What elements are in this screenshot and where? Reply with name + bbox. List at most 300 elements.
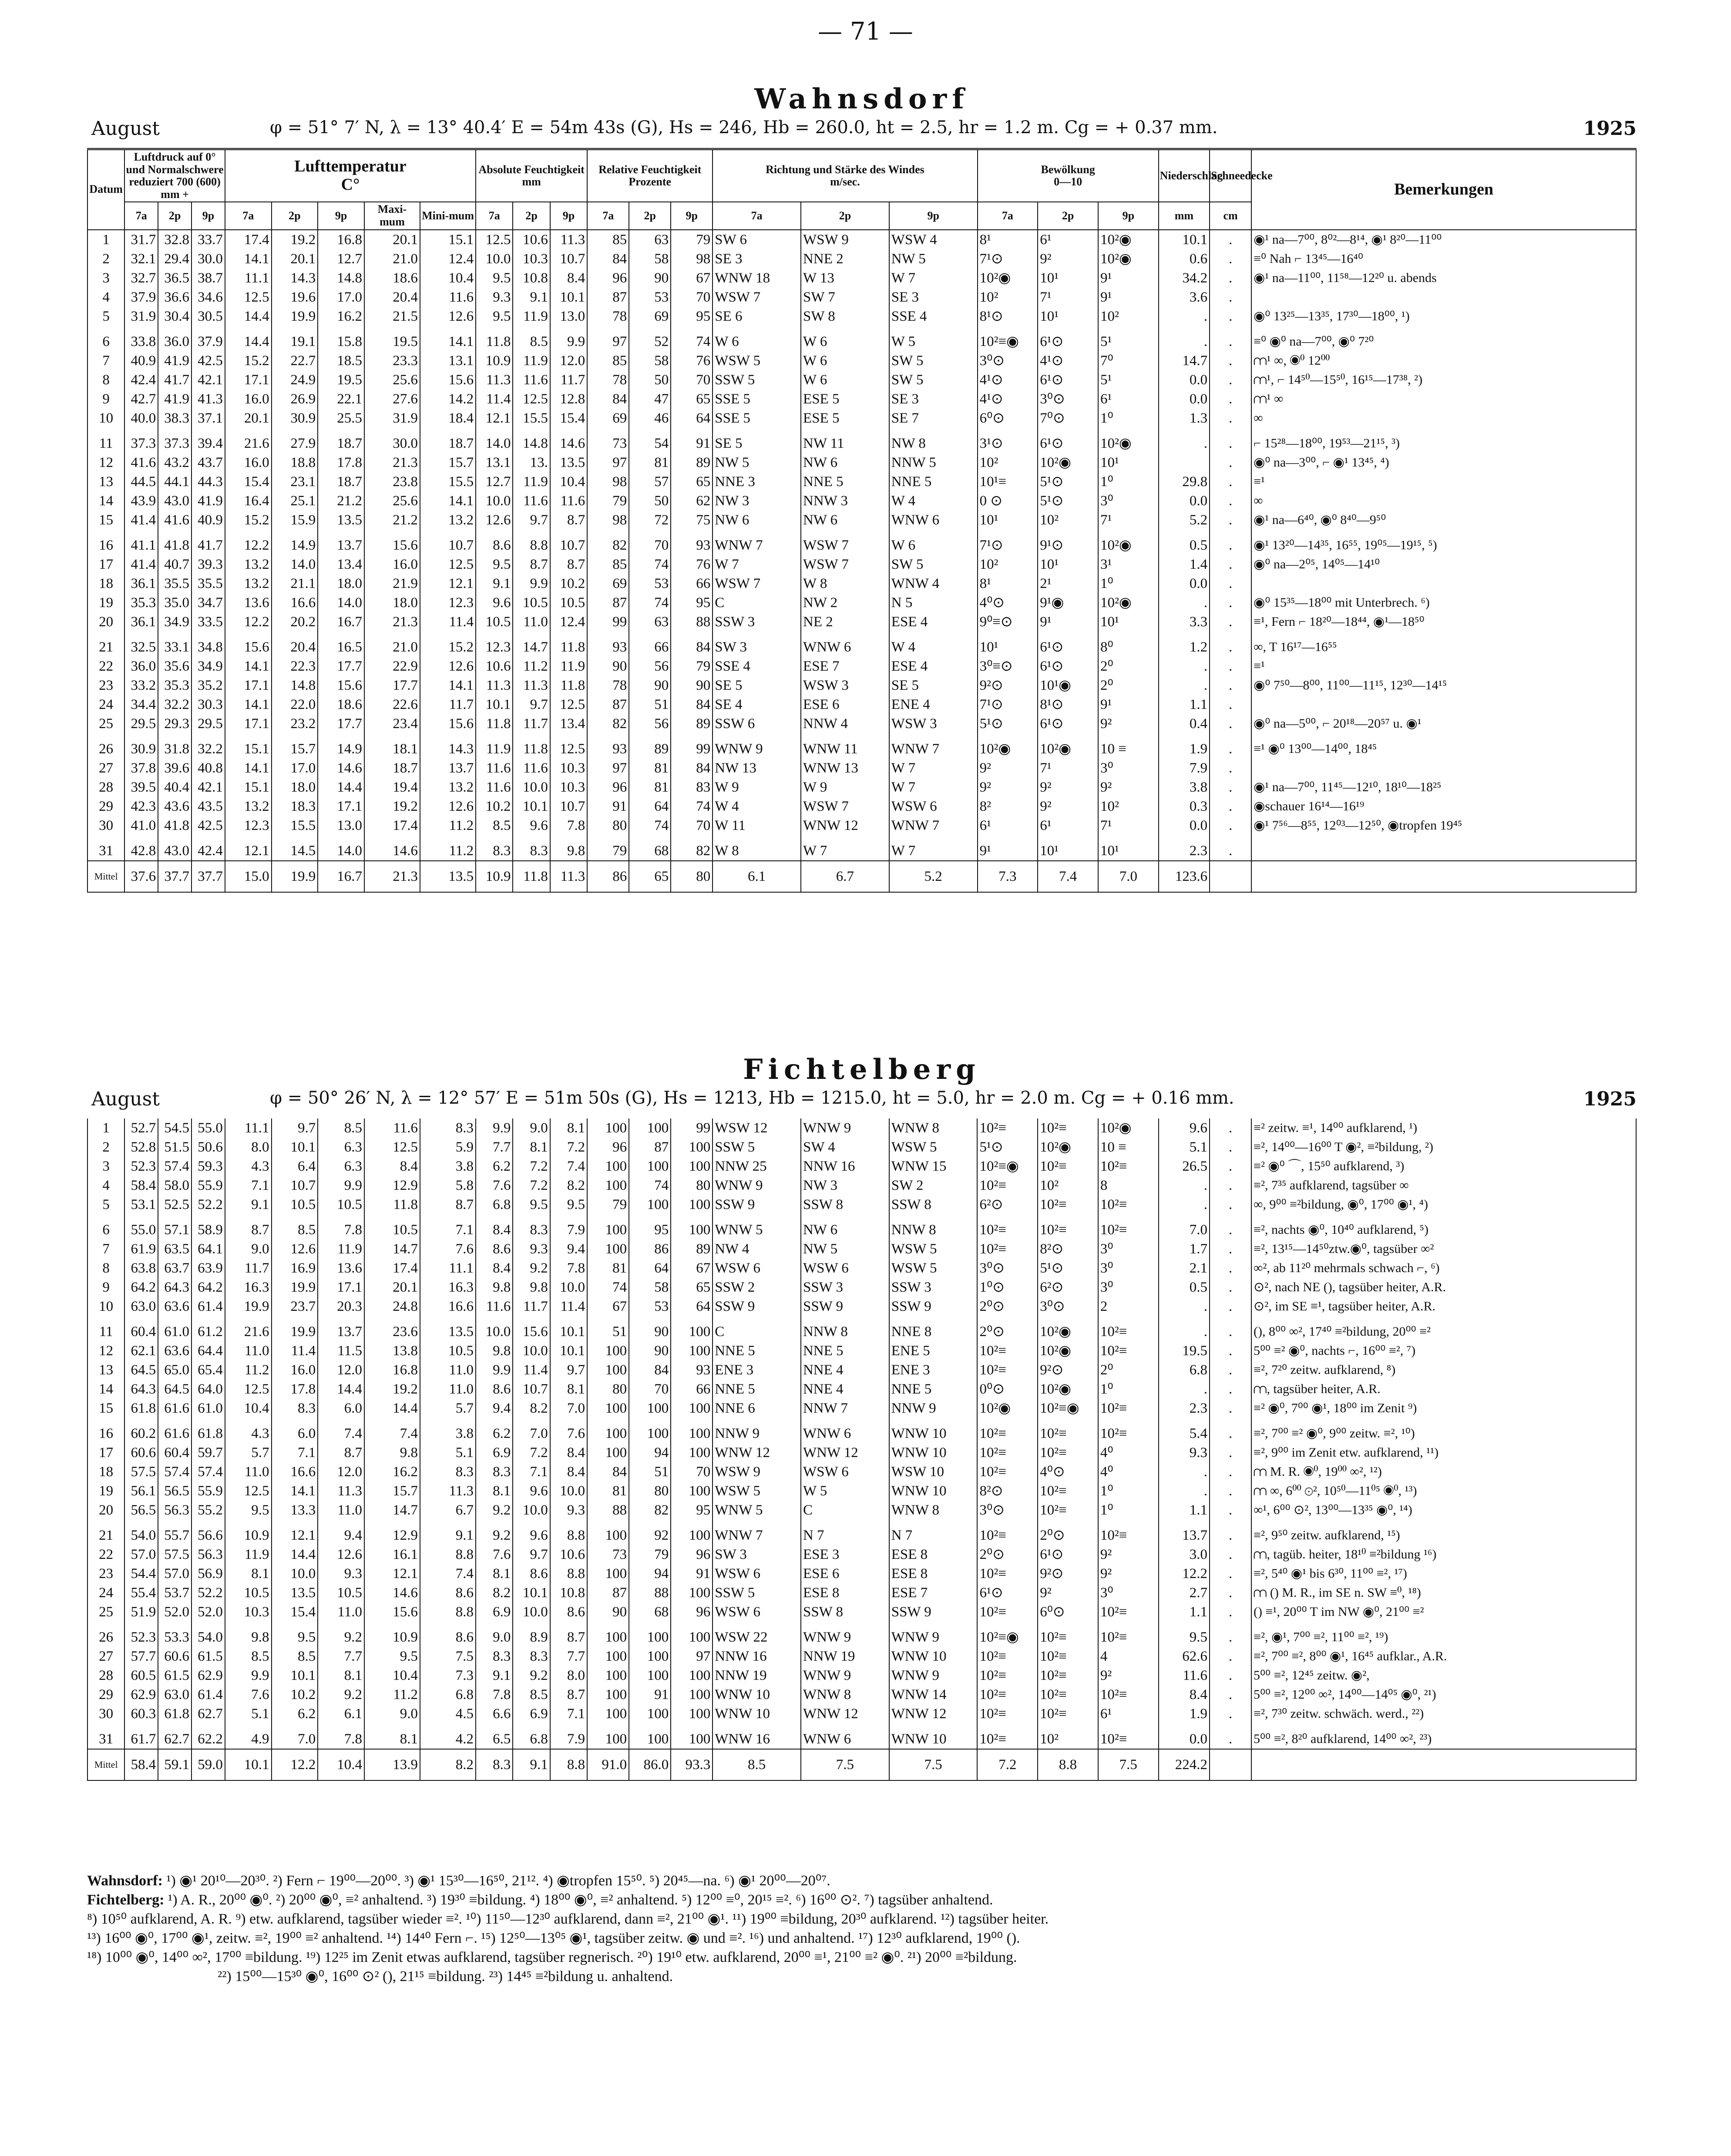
value-cell: 8¹ bbox=[978, 574, 1038, 593]
value-cell: W 9 bbox=[713, 778, 801, 797]
value-cell: SSW 2 bbox=[713, 1278, 801, 1297]
value-cell: 94 bbox=[629, 1564, 671, 1583]
date-cell: 4 bbox=[87, 1176, 124, 1195]
value-cell: 7.2 bbox=[513, 1443, 550, 1462]
value-cell: 34.8 bbox=[192, 638, 225, 657]
value-cell: 18.4 bbox=[420, 409, 476, 428]
remark-cell bbox=[1251, 288, 1636, 307]
value-cell: 3.8 bbox=[420, 1424, 476, 1443]
value-cell: . bbox=[1210, 1730, 1251, 1749]
value-cell: WSW 10 bbox=[889, 1462, 978, 1481]
value-cell: 8.2 bbox=[550, 1176, 587, 1195]
value-cell: . bbox=[1159, 1462, 1210, 1481]
value-cell: 81 bbox=[629, 453, 671, 472]
value-cell: 52.7 bbox=[124, 1118, 158, 1138]
value-cell: . bbox=[1210, 536, 1251, 555]
value-cell: 19.9 bbox=[272, 1322, 318, 1341]
subcol: 2p bbox=[801, 202, 889, 229]
value-cell: 21.9 bbox=[364, 574, 420, 593]
value-cell: 9.4 bbox=[550, 1239, 587, 1259]
value-cell: 10²≡ bbox=[1098, 1220, 1159, 1239]
value-cell: 4 bbox=[1098, 1647, 1159, 1666]
value-cell: 7⁰⊙ bbox=[1038, 409, 1098, 428]
value-cell: 10²≡ bbox=[1038, 1220, 1098, 1239]
value-cell: 10² bbox=[1098, 307, 1159, 326]
value-cell: NW 3 bbox=[713, 491, 801, 510]
value-cell: . bbox=[1210, 351, 1251, 370]
value-cell: 6.1 bbox=[318, 1704, 364, 1723]
value-cell: 14.4 bbox=[225, 332, 272, 351]
value-cell: 11.9 bbox=[476, 739, 513, 759]
value-cell: 4⁰ bbox=[1098, 1443, 1159, 1462]
value-cell: WSW 9 bbox=[801, 230, 889, 249]
table-row bbox=[87, 657, 1636, 676]
value-cell: 10²◉ bbox=[1098, 249, 1159, 269]
value-cell: 12.6 bbox=[420, 797, 476, 816]
value-cell: . bbox=[1159, 1195, 1210, 1214]
value-cell: 7.6 bbox=[420, 1239, 476, 1259]
value-cell: 8²⊙ bbox=[977, 1481, 1038, 1501]
subcol: cm bbox=[1210, 202, 1251, 229]
value-cell: 43.9 bbox=[124, 491, 158, 510]
value-cell: C bbox=[713, 593, 801, 612]
value-cell: 10²≡ bbox=[1098, 1341, 1159, 1360]
value-cell: 57.5 bbox=[158, 1545, 192, 1564]
value-cell: 42.4 bbox=[192, 841, 225, 861]
mean-cell bbox=[1251, 1749, 1636, 1780]
value-cell: 91 bbox=[629, 1685, 671, 1704]
table-row bbox=[87, 1195, 1636, 1214]
value-cell: 33.5 bbox=[192, 612, 225, 631]
value-cell: 10.1 bbox=[1159, 230, 1210, 249]
value-cell: 84 bbox=[671, 759, 713, 778]
value-cell: 10.2 bbox=[550, 574, 587, 593]
value-cell: ESE 6 bbox=[801, 695, 889, 714]
value-cell: ESE 4 bbox=[889, 657, 978, 676]
remark-cell: ≡², ◉¹, 7⁰⁰ ≡², 11⁰⁰ ≡², ¹⁹) bbox=[1251, 1628, 1636, 1647]
value-cell: 10²≡◉ bbox=[978, 332, 1038, 351]
value-cell: WNW 6 bbox=[889, 510, 978, 530]
value-cell: 62.9 bbox=[192, 1666, 225, 1685]
value-cell: 14.1 bbox=[420, 676, 476, 695]
table-row bbox=[87, 269, 1636, 288]
value-cell: 92 bbox=[629, 1526, 671, 1545]
value-cell: 9¹◉ bbox=[1038, 593, 1098, 612]
value-cell: 5.7 bbox=[420, 1399, 476, 1418]
value-cell: 8.3 bbox=[513, 1647, 550, 1666]
value-cell: 2⁰⊙ bbox=[977, 1322, 1038, 1341]
value-cell: 12.1 bbox=[364, 1564, 420, 1583]
table-row bbox=[87, 288, 1636, 307]
value-cell: 10.1 bbox=[513, 797, 550, 816]
value-cell: N 5 bbox=[889, 593, 978, 612]
value-cell: 7.0 bbox=[272, 1730, 318, 1749]
value-cell: WNW 4 bbox=[889, 574, 978, 593]
value-cell: SSW 3 bbox=[801, 1278, 889, 1297]
subcol: 2p bbox=[158, 202, 192, 229]
value-cell: 79 bbox=[671, 657, 713, 676]
date-cell: 26 bbox=[87, 739, 124, 759]
value-cell: 6¹ bbox=[1038, 230, 1098, 249]
value-cell: 9.1 bbox=[476, 1666, 513, 1685]
table-row bbox=[87, 1118, 1636, 1138]
value-cell: 9.2 bbox=[476, 1501, 513, 1520]
date-cell: 19 bbox=[87, 1481, 124, 1501]
mean-cell: 6.1 bbox=[713, 861, 801, 892]
value-cell: 10²≡ bbox=[1038, 1424, 1098, 1443]
value-cell: 52 bbox=[629, 332, 671, 351]
subcol: 9p bbox=[318, 202, 364, 229]
value-cell: 61.6 bbox=[158, 1424, 192, 1443]
value-cell: . bbox=[1210, 739, 1251, 759]
value-cell: 15.8 bbox=[318, 332, 364, 351]
value-cell: . bbox=[1210, 1501, 1251, 1520]
table-row bbox=[87, 1564, 1636, 1583]
date-cell: 1 bbox=[87, 230, 124, 249]
value-cell: 10²≡ bbox=[977, 1602, 1038, 1622]
date-cell: 2 bbox=[87, 249, 124, 269]
value-cell: 11.7 bbox=[513, 1297, 550, 1316]
value-cell: 15.9 bbox=[272, 510, 318, 530]
value-cell: 9.9 bbox=[225, 1666, 272, 1685]
value-cell: 10²◉ bbox=[1098, 536, 1159, 555]
value-cell: 8.5 bbox=[225, 1647, 272, 1666]
remark-cell bbox=[1251, 695, 1636, 714]
value-cell: 10²≡ bbox=[1038, 1118, 1098, 1138]
value-cell: . bbox=[1159, 1297, 1210, 1316]
value-cell: 53 bbox=[629, 288, 671, 307]
value-cell: W 6 bbox=[801, 332, 889, 351]
value-cell: NNE 5 bbox=[801, 472, 889, 491]
footnote-line: ¹³) 16⁰⁰ ◉⁰, 17⁰⁰ ◉¹, zeitw. ≡², 19⁰⁰ ≡² anhaltend. ¹⁴) 14⁴⁰ Fern ⌐. ¹⁵) 12⁵⁰—13⁰⁵ ◉¹, tagsüber zeitw. ◉ und ≡². ¹⁶) und anhaltend. ¹⁷) 12³⁰ aufklarend, 19⁰⁰ (). bbox=[87, 1930, 1020, 1946]
value-cell: NW 6 bbox=[801, 510, 889, 530]
value-cell: W 5 bbox=[801, 1481, 889, 1501]
date-cell: 8 bbox=[87, 1259, 124, 1278]
value-cell: 79 bbox=[629, 1545, 671, 1564]
value-cell: 22.1 bbox=[318, 390, 364, 409]
value-cell: 52.0 bbox=[192, 1602, 225, 1622]
value-cell: 12.2 bbox=[225, 536, 272, 555]
value-cell: 57 bbox=[629, 472, 671, 491]
value-cell: 8.1 bbox=[225, 1564, 272, 1583]
value-cell: 66 bbox=[629, 638, 671, 657]
value-cell: 100 bbox=[629, 1157, 671, 1176]
value-cell: 10¹ bbox=[1038, 841, 1098, 861]
row-gap bbox=[87, 1418, 1636, 1424]
value-cell: 100 bbox=[587, 1239, 629, 1259]
value-cell: 10²≡ bbox=[1038, 1501, 1098, 1520]
value-cell: 7.8 bbox=[550, 816, 587, 835]
subcol: 9p bbox=[192, 202, 225, 229]
value-cell: ESE 7 bbox=[889, 1583, 978, 1602]
mean-cell: 8.3 bbox=[476, 1749, 513, 1780]
value-cell: 64 bbox=[671, 409, 713, 428]
date-cell: 9 bbox=[87, 390, 124, 409]
date-cell: 2 bbox=[87, 1138, 124, 1157]
value-cell: 13.7 bbox=[1159, 1526, 1210, 1545]
value-cell: 6⁰⊙ bbox=[1038, 1602, 1098, 1622]
value-cell: 61.4 bbox=[192, 1297, 225, 1316]
value-cell: 14.4 bbox=[272, 1545, 318, 1564]
subcol: 9p bbox=[550, 202, 587, 229]
footnote-line bbox=[87, 1891, 1637, 1910]
value-cell: 23.4 bbox=[364, 714, 420, 733]
value-cell: 17.1 bbox=[225, 370, 272, 390]
value-cell: 5¹⊙ bbox=[978, 714, 1038, 733]
value-cell: WSW 9 bbox=[713, 1462, 801, 1481]
col-temperature: Lufttemperatur C° bbox=[225, 149, 476, 202]
value-cell: 10.0 bbox=[513, 1602, 550, 1622]
value-cell: 8.4 bbox=[476, 1220, 513, 1239]
value-cell: 7.8 bbox=[318, 1730, 364, 1749]
value-cell: 10²≡ bbox=[977, 1424, 1038, 1443]
value-cell: 9.3 bbox=[1159, 1443, 1210, 1462]
mean-cell: 93.3 bbox=[671, 1749, 713, 1780]
value-cell: 6¹⊙ bbox=[1038, 332, 1098, 351]
value-cell: SSW 5 bbox=[713, 1138, 801, 1157]
subcol: 9p bbox=[889, 202, 978, 229]
value-cell: WNW 5 bbox=[713, 1220, 801, 1239]
remark-cell: ≡², nachts ◉⁰, 10⁴⁰ aufklarend, ⁵) bbox=[1251, 1220, 1636, 1239]
value-cell: 14.0 bbox=[318, 593, 364, 612]
value-cell: 60.6 bbox=[124, 1443, 158, 1462]
value-cell: 3⁰⊙ bbox=[1038, 390, 1098, 409]
value-cell: 64.0 bbox=[192, 1380, 225, 1399]
value-cell: 8.3 bbox=[272, 1399, 318, 1418]
value-cell: 10.0 bbox=[476, 249, 513, 269]
value-cell: W 7 bbox=[889, 778, 978, 797]
value-cell: 8²⊙ bbox=[1038, 1239, 1098, 1259]
value-cell: 41.9 bbox=[158, 390, 192, 409]
date-cell: 25 bbox=[87, 714, 124, 733]
value-cell: 6¹ bbox=[1098, 1704, 1159, 1723]
value-cell: 91 bbox=[671, 1564, 713, 1583]
value-cell: 13.8 bbox=[364, 1341, 420, 1360]
value-cell: 6.8 bbox=[476, 1195, 513, 1214]
value-cell: SW 5 bbox=[889, 555, 978, 574]
value-cell: WNW 9 bbox=[801, 1118, 889, 1138]
value-cell: . bbox=[1210, 409, 1251, 428]
date-cell: 13 bbox=[87, 1360, 124, 1380]
value-cell: NNE 2 bbox=[801, 249, 889, 269]
value-cell: 96 bbox=[671, 1545, 713, 1564]
value-cell: 17.1 bbox=[225, 714, 272, 733]
value-cell: 42.5 bbox=[192, 351, 225, 370]
table-row bbox=[87, 816, 1636, 835]
value-cell: 100 bbox=[671, 1341, 713, 1360]
value-cell: 81 bbox=[587, 1259, 629, 1278]
value-cell: NNE 4 bbox=[801, 1360, 889, 1380]
value-cell: 11.3 bbox=[513, 676, 550, 695]
value-cell: 4.2 bbox=[420, 1730, 476, 1749]
row-gap bbox=[87, 631, 1636, 638]
value-cell: 15.6 bbox=[513, 1322, 550, 1341]
value-cell: 84 bbox=[671, 695, 713, 714]
value-cell: 14.7 bbox=[364, 1239, 420, 1259]
value-cell: 21.0 bbox=[364, 638, 420, 657]
value-cell: 14.6 bbox=[364, 1583, 420, 1602]
value-cell: NNW 5 bbox=[889, 453, 978, 472]
value-cell: . bbox=[1210, 778, 1251, 797]
value-cell: 42.1 bbox=[192, 778, 225, 797]
value-cell: 83 bbox=[671, 778, 713, 797]
date-cell: 14 bbox=[87, 491, 124, 510]
value-cell: 81 bbox=[629, 759, 671, 778]
table-row bbox=[87, 1259, 1636, 1278]
value-cell: 100 bbox=[629, 1730, 671, 1749]
value-cell: 6.2 bbox=[476, 1424, 513, 1443]
value-cell bbox=[1159, 453, 1210, 472]
value-cell: 35.0 bbox=[158, 593, 192, 612]
value-cell: 7.3 bbox=[420, 1666, 476, 1685]
value-cell: 12.1 bbox=[272, 1526, 318, 1545]
value-cell: 13.1 bbox=[476, 453, 513, 472]
year-label: 1925 bbox=[1583, 1088, 1637, 1110]
table-row bbox=[87, 249, 1636, 269]
mean-cell: 123.6 bbox=[1159, 861, 1210, 892]
value-cell: 20.1 bbox=[225, 409, 272, 428]
value-cell: 18.3 bbox=[272, 797, 318, 816]
value-cell: 97 bbox=[587, 453, 629, 472]
value-cell: . bbox=[1159, 676, 1210, 695]
value-cell: 19.5 bbox=[318, 370, 364, 390]
value-cell: 34.2 bbox=[1159, 269, 1210, 288]
value-cell: 10.6 bbox=[513, 230, 550, 249]
value-cell: 19.5 bbox=[1159, 1341, 1210, 1360]
value-cell: 10.6 bbox=[476, 657, 513, 676]
remark-cell: ⩋ () M. R., im SE n. SW ≡⁰, ¹⁸) bbox=[1251, 1583, 1636, 1602]
value-cell: 9.8 bbox=[476, 1341, 513, 1360]
value-cell: 37.3 bbox=[158, 434, 192, 453]
value-cell: 12.1 bbox=[225, 841, 272, 861]
date-cell: 18 bbox=[87, 574, 124, 593]
date-cell: 28 bbox=[87, 778, 124, 797]
date-cell: 29 bbox=[87, 1685, 124, 1704]
value-cell: 11.6 bbox=[1159, 1666, 1210, 1685]
value-cell: SW 8 bbox=[801, 307, 889, 326]
value-cell: 10² bbox=[978, 288, 1038, 307]
value-cell: 16.3 bbox=[420, 1278, 476, 1297]
value-cell: 22.7 bbox=[272, 351, 318, 370]
value-cell: 10.7 bbox=[272, 1176, 318, 1195]
value-cell: 9² bbox=[1098, 1564, 1159, 1583]
value-cell: 72 bbox=[629, 510, 671, 530]
value-cell: 41.9 bbox=[192, 491, 225, 510]
value-cell: 14.4 bbox=[225, 307, 272, 326]
value-cell: 64.4 bbox=[192, 1341, 225, 1360]
mean-row bbox=[87, 861, 1636, 892]
value-cell: 64.2 bbox=[124, 1278, 158, 1297]
value-cell: . bbox=[1210, 510, 1251, 530]
remark-cell: ≡⁰ ◉⁰ na—7⁰⁰, ◉⁰ 7²⁰ bbox=[1251, 332, 1636, 351]
value-cell: 4.9 bbox=[225, 1730, 272, 1749]
value-cell: 15.7 bbox=[420, 453, 476, 472]
subcol: 2p bbox=[629, 202, 671, 229]
value-cell: 10²≡ bbox=[1098, 1526, 1159, 1545]
value-cell: 7.2 bbox=[513, 1176, 550, 1195]
value-cell: 61.8 bbox=[124, 1399, 158, 1418]
value-cell: 21.0 bbox=[364, 249, 420, 269]
subcol: 7a bbox=[713, 202, 801, 229]
value-cell: 62 bbox=[671, 491, 713, 510]
date-cell: 24 bbox=[87, 695, 124, 714]
value-cell: 8.5 bbox=[272, 1647, 318, 1666]
value-cell: 15.1 bbox=[420, 230, 476, 249]
col-remarks: Bemerkungen bbox=[1251, 149, 1636, 230]
value-cell: NW 2 bbox=[801, 593, 889, 612]
value-cell: 90 bbox=[629, 1322, 671, 1341]
footnote-line: ¹⁸) 10⁰⁰ ◉⁰, 14⁰⁰ ∞², 17⁰⁰ ≡bildung. ¹⁹) 12²⁵ im Zenit etwas aufklarend, tagsüber regnerisch. ²⁰) 19¹⁰ etw. aufklarend, 20⁰⁰ ≡¹, 21⁰⁰ ≡² ◉⁰. ²¹) 20⁰⁰ ≡²bildung. bbox=[87, 1949, 1017, 1965]
value-cell: WSW 7 bbox=[713, 288, 801, 307]
value-cell: 18.7 bbox=[318, 434, 364, 453]
remark-cell: ≡⁰ Nah ⌐ 13⁴⁵—16⁴⁰ bbox=[1251, 249, 1636, 269]
value-cell: 13.1 bbox=[420, 351, 476, 370]
table-row bbox=[87, 1380, 1636, 1399]
value-cell: 10²≡ bbox=[1098, 1157, 1159, 1176]
remark-cell: ◉⁰ 7⁵⁰—8⁰⁰, 11⁰⁰—11¹⁵, 12³⁰—14¹⁵ bbox=[1251, 676, 1636, 695]
table-row bbox=[87, 676, 1636, 695]
value-cell: 13.0 bbox=[550, 307, 587, 326]
value-cell: 10²≡ bbox=[977, 1360, 1038, 1380]
value-cell: 1.3 bbox=[1159, 409, 1210, 428]
remark-cell: ⩋, tagsüber heiter, A.R. bbox=[1251, 1380, 1636, 1399]
value-cell: SSE 4 bbox=[713, 657, 801, 676]
value-cell: 40.9 bbox=[192, 510, 225, 530]
value-cell: 6¹⊙ bbox=[977, 1583, 1038, 1602]
value-cell: 54.4 bbox=[124, 1564, 158, 1583]
subcol: 2p bbox=[513, 202, 550, 229]
value-cell: 8.3 bbox=[513, 841, 550, 861]
value-cell: WNW 6 bbox=[801, 638, 889, 657]
value-cell: 52.0 bbox=[158, 1602, 192, 1622]
value-cell: W 7 bbox=[889, 269, 978, 288]
value-cell: NNW 16 bbox=[801, 1157, 889, 1176]
value-cell: 9.5 bbox=[476, 269, 513, 288]
value-cell: 9.3 bbox=[513, 1239, 550, 1259]
value-cell: SSE 4 bbox=[889, 307, 978, 326]
value-cell: 19.9 bbox=[272, 307, 318, 326]
remark-cell: ⊙², nach NE (), tagsüber heiter, A.R. bbox=[1251, 1278, 1636, 1297]
value-cell: 88 bbox=[629, 1583, 671, 1602]
value-cell: 11.6 bbox=[364, 1118, 420, 1138]
value-cell: 2 bbox=[1098, 1297, 1159, 1316]
value-cell: 53 bbox=[629, 1297, 671, 1316]
table-row bbox=[87, 307, 1636, 326]
value-cell: 25.6 bbox=[364, 491, 420, 510]
value-cell: 6.8 bbox=[1159, 1360, 1210, 1380]
value-cell: NNW 4 bbox=[801, 714, 889, 733]
mean-cell: 37.6 bbox=[124, 861, 158, 892]
value-cell: 8⁰ bbox=[1098, 638, 1159, 657]
value-cell: 9² bbox=[1098, 778, 1159, 797]
value-cell: . bbox=[1210, 1360, 1251, 1380]
mean-cell bbox=[1251, 861, 1636, 892]
value-cell: 8.7 bbox=[420, 1195, 476, 1214]
value-cell: 10²≡ bbox=[977, 1704, 1038, 1723]
value-cell: 32.1 bbox=[124, 249, 158, 269]
value-cell: 36.5 bbox=[158, 269, 192, 288]
value-cell: 10.7 bbox=[550, 797, 587, 816]
value-cell: 7.6 bbox=[476, 1176, 513, 1195]
value-cell: 62.9 bbox=[124, 1685, 158, 1704]
mean-cell: 11.3 bbox=[550, 861, 587, 892]
value-cell: WNW 12 bbox=[713, 1443, 801, 1462]
table-row bbox=[87, 409, 1636, 428]
value-cell: 6¹ bbox=[1038, 816, 1098, 835]
value-cell: 100 bbox=[587, 1118, 629, 1138]
value-cell: 18.7 bbox=[318, 472, 364, 491]
value-cell: 58 bbox=[629, 1278, 671, 1297]
